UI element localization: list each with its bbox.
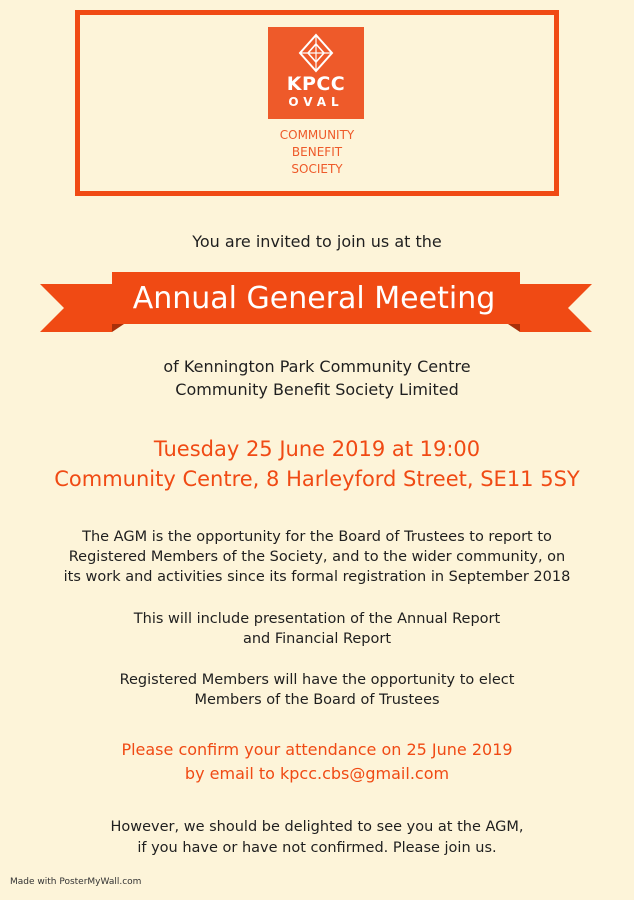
description-line: The AGM is the opportunity for the Board of Trustees to report to — [82, 529, 552, 545]
closing-line: However, we should be delighted to see you at the AGM, — [110, 819, 524, 835]
reports-paragraph — [0, 609, 634, 649]
agm-description — [0, 527, 634, 587]
event-venue: Community Centre, 8 Harleyford Street, SE11 5SY — [54, 467, 580, 491]
postermywall-credit: Made with PosterMyWall.com — [10, 877, 142, 887]
election-paragraph — [0, 670, 634, 710]
banner-title: Annual General Meeting — [132, 281, 496, 316]
confirm-line: Please confirm your attendance on 25 June 2019 — [121, 740, 513, 759]
organisation-line: Community Benefit Society Limited — [175, 380, 459, 399]
election-line: Registered Members will have the opportunity to elect — [119, 672, 515, 688]
event-details — [0, 434, 634, 494]
closing-line: if you have or have not confirmed. Please join us. — [137, 840, 497, 856]
caption-line: BENEFIT — [291, 145, 343, 159]
logo-caption — [240, 127, 394, 178]
logo-kpcc-text: KPCC — [286, 73, 346, 95]
invite-text: You are invited to join us at the — [192, 232, 442, 251]
logo-oval-text: OVAL — [288, 95, 344, 109]
event-datetime: Tuesday 25 June 2019 at 19:00 — [153, 437, 481, 461]
election-line: Members of the Board of Trustees — [194, 692, 440, 708]
organisation-line: of Kennington Park Community Centre — [163, 357, 471, 376]
reports-line: This will include presentation of the Annual Report — [133, 611, 501, 627]
description-line: its work and activities since its formal registration in September 2018 — [63, 569, 571, 585]
confirm-attendance — [0, 738, 634, 786]
reports-line: and Financial Report — [242, 631, 392, 647]
caption-line: COMMUNITY — [279, 128, 355, 142]
closing-message — [0, 817, 634, 859]
caption-line: SOCIETY — [291, 162, 343, 176]
diamond-emblem-icon — [296, 33, 336, 73]
kpcc-oval-logo — [268, 27, 364, 119]
description-line: Registered Members of the Society, and to the wider community, on — [68, 549, 566, 565]
organisation-name — [0, 355, 634, 401]
confirm-email-line: by email to kpcc.cbs@gmail.com — [184, 764, 450, 783]
